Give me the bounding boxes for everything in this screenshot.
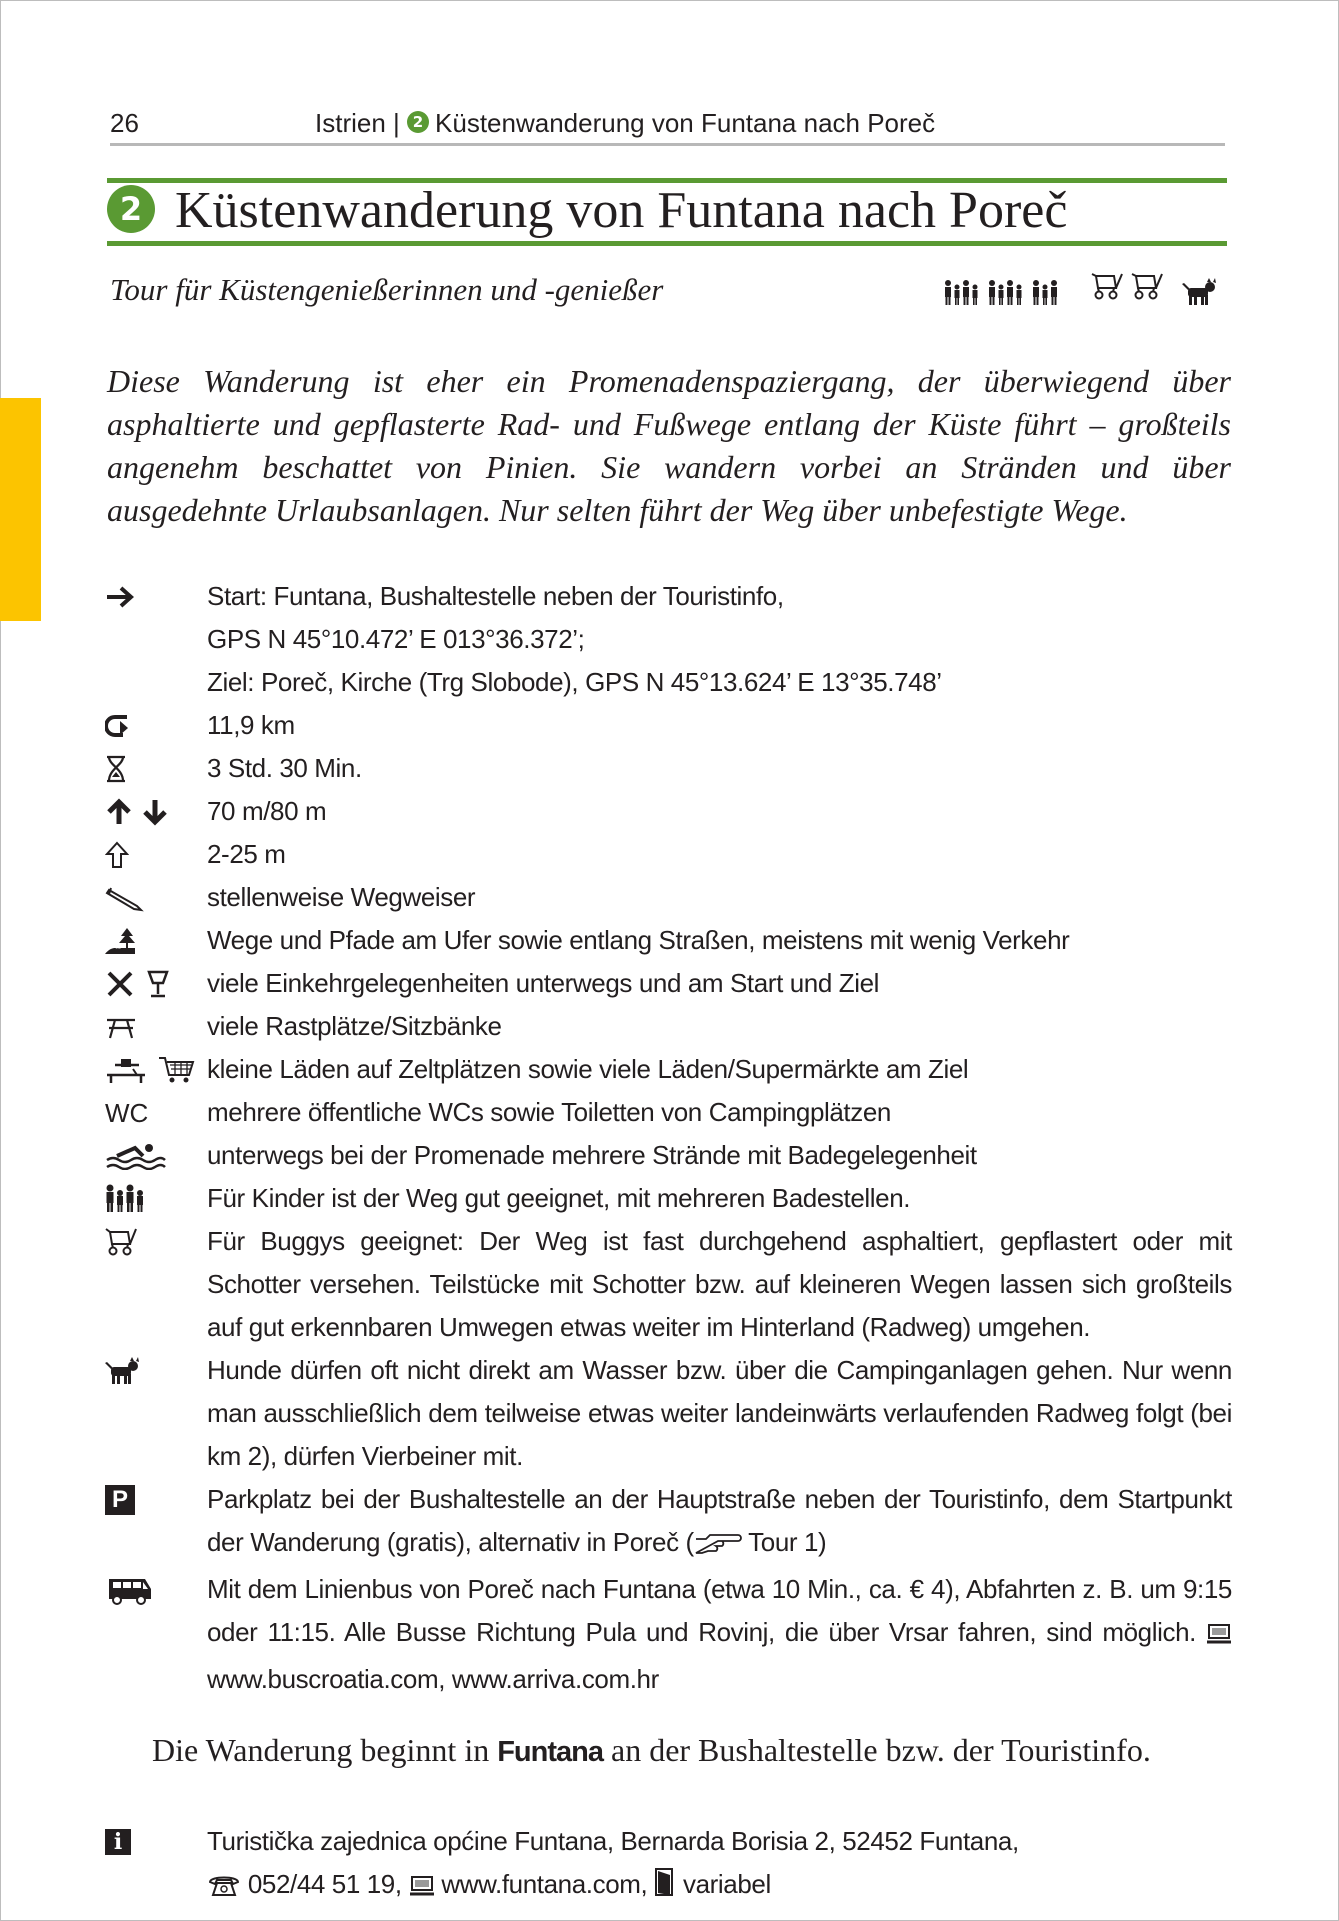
start-line: Start: Funtana, Bushaltestelle neben der Touristinfo, xyxy=(207,581,784,611)
intro-paragraph: Diese Wanderung ist eher ein Promenadenspaziergang, der überwiegend über asphaltierte und gepflasterte Rad- und Fußwege entlang der Küste führt – großteils angenehm beschattet von Pinien. Sie wandern vorbei an Stränden und über ausgedehnte Urlaubsanlagen. Nur selten führt der Weg über unbefestigte Wege. xyxy=(107,363,1231,528)
audience-icons xyxy=(942,268,1227,308)
tourist-office-website: www.funtana.com, xyxy=(441,1869,648,1899)
wc-value: mehrere öffentliche WCs sowie Toiletten von Campingplätzen xyxy=(207,1097,891,1127)
fact-buggy xyxy=(105,1220,1232,1349)
tour-number-badge-small: 2 xyxy=(407,111,429,133)
dog-icon xyxy=(1182,278,1216,305)
bus-websites: www.buscroatia.com, www.arriva.com.hr xyxy=(207,1664,659,1694)
buggy-value: Für Buggys geeignet: Der Weg ist fast durchgehend asphaltiert, gepflastert oder mit Schotter versehen. Teilstücke mit Schotter bzw. auf kleineren Wegen lassen sich großteils auf gut erkennbaren Umwegen etwas weiter im Hinterland (Radweg) umgehen. xyxy=(207,1226,1232,1342)
fact-food xyxy=(105,962,1232,1005)
parking-value: Parkplatz bei der Bushaltestelle an der Hauptstraße neben der Touristinfo, dem Startpunkt der Wanderung (gratis), alternativ in Poreč ( xyxy=(207,1484,1232,1557)
outro-sentence xyxy=(152,1732,1151,1769)
distance-icon xyxy=(105,704,207,747)
fact-start xyxy=(105,575,1232,704)
dogs-value: Hunde dürfen oft nicht direkt am Wasser bzw. über die Campinganlagen gehen. Nur wenn man ausschließlich dem teilweise etwas weiter landeinwärts verlaufenden Radweg folgt (bei km 2), dürfen Vierbeiner mit. xyxy=(207,1355,1232,1471)
fact-duration xyxy=(105,747,1232,790)
fact-shops xyxy=(105,1048,1232,1091)
phone-icon xyxy=(207,1867,241,1910)
swimming-icon xyxy=(105,1134,207,1177)
family-icon xyxy=(945,280,978,305)
fact-dogs xyxy=(105,1349,1232,1478)
up-outline-arrow-icon xyxy=(105,833,207,876)
food-value: viele Einkehrgelegenheiten unterwegs und am Start und Ziel xyxy=(207,968,880,998)
running-head xyxy=(110,108,1225,144)
tourist-info xyxy=(105,1820,1232,1910)
bus-icon xyxy=(105,1568,207,1611)
bus-value: Mit dem Linienbus von Poreč nach Funtana (etwa 10 Min., ca. € 4), Abfahrten z. B. um 9:15 oder 11:15. Alle Busse Richtung Pula und Rovinj, die über Vrsar fahren, sind möglich. xyxy=(207,1574,1232,1647)
altitude-value: 2-25 m xyxy=(207,839,286,869)
parking-icon xyxy=(105,1478,207,1521)
signage-value: stellenweise Wegweiser xyxy=(207,882,476,912)
arrow-right-icon xyxy=(105,575,207,618)
rest-value: viele Rastplätze/Sitzbänke xyxy=(207,1011,502,1041)
outro-after: an der Bushaltestelle bzw. der Touristinfo. xyxy=(610,1732,1151,1768)
fact-swim xyxy=(105,1134,1232,1177)
kids-value: Für Kinder ist der Weg gut geeignet, mit mehreren Badestellen. xyxy=(207,1183,911,1213)
parking-tour-ref: Tour 1) xyxy=(748,1527,827,1557)
title-rule-bottom xyxy=(107,241,1227,246)
swim-value: unterwegs bei der Promenade mehrere Strände mit Badegelegenheit xyxy=(207,1140,977,1170)
fact-bus xyxy=(105,1568,1232,1701)
wc-label: WC xyxy=(105,1097,149,1128)
tourist-office-address: Turistička zajednica općine Funtana, Bernarda Borisia 2, 52452 Funtana, xyxy=(207,1826,1019,1856)
running-head-title xyxy=(315,108,935,139)
door-icon xyxy=(654,1867,676,1910)
info-icon xyxy=(105,1820,207,1863)
fact-terrain xyxy=(105,919,1232,962)
page-title xyxy=(107,180,1237,242)
family-icon xyxy=(989,280,1022,305)
fact-parking xyxy=(105,1478,1232,1568)
chapter-tab xyxy=(0,398,41,621)
duration-value: 3 Std. 30 Min. xyxy=(207,753,362,783)
audience-icons-svg xyxy=(942,268,1227,308)
hourglass-icon xyxy=(105,747,207,790)
buggy-icon xyxy=(1092,274,1122,299)
family-icon xyxy=(105,1177,207,1220)
fact-signage xyxy=(105,876,1232,919)
picnic-bench-icon xyxy=(105,1005,207,1048)
facts-list xyxy=(105,575,1232,1701)
tour-number-badge: 2 xyxy=(107,185,155,233)
pencil-icon xyxy=(105,876,207,919)
start-gps: GPS N 45°10.472’ E 013°36.372’; xyxy=(207,624,585,654)
fact-wc xyxy=(105,1091,1232,1134)
finish-line: Ziel: Poreč, Kirche (Trg Slobode), GPS N 45°13.624’ E 13°35.748’ xyxy=(207,667,942,697)
tourist-office-hours: variabel xyxy=(683,1869,771,1899)
pointing-hand-icon xyxy=(694,1525,742,1568)
terrain-value: Wege und Pfade am Ufer sowie entlang Straßen, meistens mit wenig Verkehr xyxy=(207,925,1070,955)
computer-icon xyxy=(1206,1615,1232,1658)
computer-icon xyxy=(409,1867,435,1910)
buggy-icon xyxy=(105,1220,207,1263)
terrain-icon xyxy=(105,919,207,962)
wc-icon xyxy=(105,1091,207,1134)
buggy-icon xyxy=(1132,274,1162,299)
up-down-arrows-icon xyxy=(105,790,207,833)
outro-before: Die Wanderung beginnt in xyxy=(152,1732,490,1768)
distance-value: 11,9 km xyxy=(207,710,295,740)
tourist-office-phone: 052/44 51 19, xyxy=(247,1869,402,1899)
fact-altitude xyxy=(105,833,1232,876)
dog-icon xyxy=(105,1349,207,1392)
info-label: i xyxy=(105,1829,131,1855)
family-icon xyxy=(1033,280,1057,305)
shops-value: kleine Läden auf Zeltplätzen sowie viele Läden/Supermärkte am Ziel xyxy=(207,1054,969,1084)
header-rule xyxy=(110,143,1225,146)
region-label: Istrien | xyxy=(315,108,400,138)
fact-kids xyxy=(105,1177,1232,1220)
restaurant-icon xyxy=(105,962,207,1005)
fact-elevation xyxy=(105,790,1232,833)
outro-place: Funtana xyxy=(497,1736,603,1768)
shop-cart-icon xyxy=(105,1048,207,1091)
parking-label: P xyxy=(105,1485,135,1515)
page-number: 26 xyxy=(110,108,139,138)
tourist-info-row xyxy=(105,1820,1232,1910)
subtitle: Tour für Küstengenießerinnen und -genießer xyxy=(110,272,664,307)
running-head-tour: Küstenwanderung von Funtana nach Poreč xyxy=(435,108,936,138)
elevation-value: 70 m/80 m xyxy=(207,796,327,826)
fact-distance xyxy=(105,704,1232,747)
fact-rest xyxy=(105,1005,1232,1048)
page-title-text: Küstenwanderung von Funtana nach Poreč xyxy=(175,182,1068,239)
